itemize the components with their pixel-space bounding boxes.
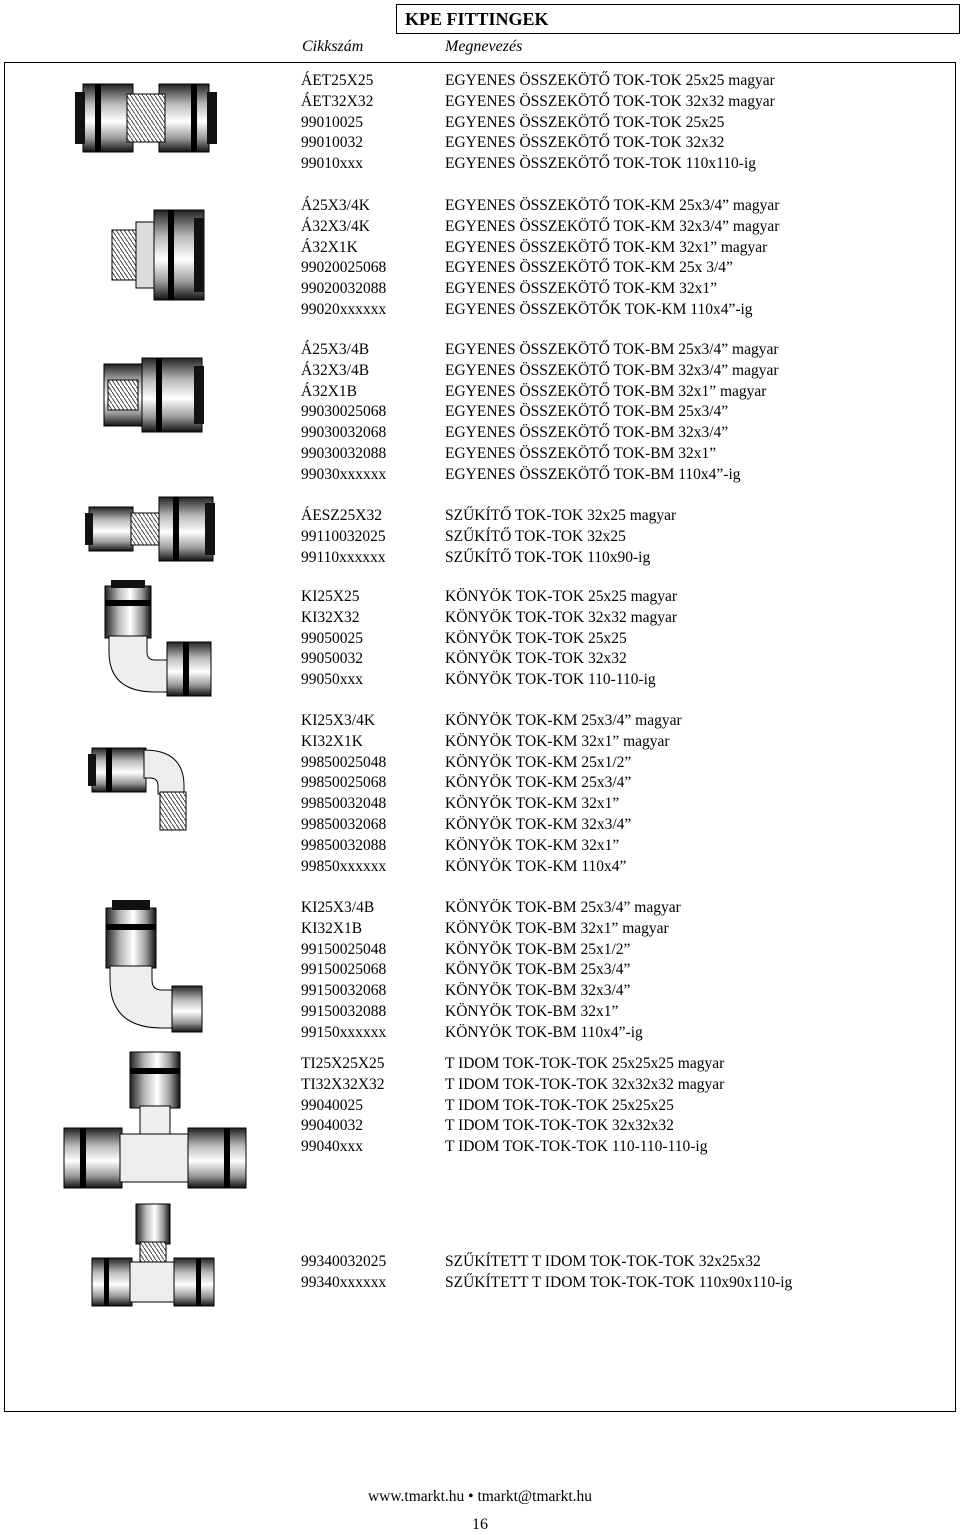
- product-code: 99340xxxxxx: [301, 1273, 387, 1291]
- product-code: 99030xxxxxx: [301, 465, 387, 483]
- product-name: T IDOM TOK-TOK-TOK 32x32x32 magyar: [445, 1075, 725, 1093]
- product-name: KÖNYÖK TOK-TOK 32x32: [445, 650, 627, 668]
- product-name: EGYENES ÖSSZEKÖTŐ TOK-BM 110x4”-ig: [445, 465, 741, 483]
- product-name: SZŰKÍTETT T IDOM TOK-TOK-TOK 32x25x32: [445, 1253, 761, 1270]
- straight-coupler-icon: [75, 72, 217, 164]
- product-name: KÖNYÖK TOK-BM 25x3/4” magyar: [445, 899, 681, 916]
- product-name: EGYENES ÖSSZEKÖTŐ TOK-BM 32x1” magyar: [445, 382, 767, 400]
- product-code: KI25X3/4K: [301, 712, 376, 729]
- product-code: 99850025048: [301, 753, 387, 771]
- product-code: Á25X3/4K: [301, 197, 370, 214]
- product-code: 99030032068: [301, 424, 387, 442]
- product-name: EGYENES ÖSSZEKÖTŐ TOK-KM 32x1”: [445, 280, 717, 298]
- product-code: 99340032025: [301, 1253, 387, 1270]
- product-code: 99050xxx: [301, 671, 363, 689]
- product-name: EGYENES ÖSSZEKÖTŐ TOK-BM 32x1”: [445, 445, 717, 462]
- page-number: 16: [472, 1516, 488, 1533]
- product-name: KÖNYÖK TOK-KM 32x1” magyar: [445, 732, 670, 750]
- male-adapter-icon: [108, 200, 208, 320]
- product-code: 99150025068: [301, 961, 387, 979]
- product-name: EGYENES ÖSSZEKÖTŐ TOK-BM 32x3/4”: [445, 424, 729, 442]
- product-code: KI32X32: [301, 608, 360, 626]
- product-name: KÖNYÖK TOK-KM 25x1/2”: [445, 753, 632, 771]
- product-code: 99010xxx: [301, 155, 363, 173]
- product-name: KÖNYÖK TOK-TOK 25x25: [445, 629, 627, 647]
- product-code: Á25X3/4B: [301, 341, 370, 358]
- product-code: 99850032088: [301, 836, 387, 854]
- product-code: KI25X3/4B: [301, 899, 375, 916]
- product-name: KÖNYÖK TOK-BM 110x4”-ig: [445, 1023, 643, 1041]
- product-code: KI32X1B: [301, 919, 363, 937]
- elbow-male-icon: [88, 728, 208, 838]
- product-code: 99850xxxxxx: [301, 857, 387, 875]
- product-name: EGYENES ÖSSZEKÖTŐ TOK-TOK 32x32: [445, 134, 725, 152]
- product-name: KÖNYÖK TOK-TOK 25x25 magyar: [445, 588, 678, 605]
- product-name: KÖNYÖK TOK-KM 25x3/4” magyar: [445, 712, 682, 729]
- product-name: KÖNYÖK TOK-TOK 32x32 magyar: [445, 608, 678, 626]
- reducer-icon: [85, 493, 217, 565]
- product-name: T IDOM TOK-TOK-TOK 32x32x32: [445, 1117, 674, 1135]
- product-name: EGYENES ÖSSZEKÖTŐ TOK-TOK 25x25: [445, 113, 725, 131]
- product-code: 99150xxxxxx: [301, 1023, 387, 1041]
- product-name: KÖNYÖK TOK-KM 32x3/4”: [445, 816, 632, 833]
- product-code: 99850032068: [301, 816, 387, 833]
- product-name: KÖNYÖK TOK-BM 25x1/2”: [445, 940, 631, 958]
- product-name: EGYENES ÖSSZEKÖTŐ TOK-KM 32x3/4” magyar: [445, 217, 780, 235]
- reducing-tee-icon: [88, 1200, 218, 1312]
- product-name: SZŰKÍTŐ TOK-TOK 110x90-ig: [445, 548, 651, 566]
- product-code: KI25X25: [301, 588, 360, 605]
- product-name: EGYENES ÖSSZEKÖTŐ TOK-TOK 25x25 magyar: [445, 72, 775, 89]
- product-code: Á32X3/4K: [301, 217, 370, 235]
- product-code: 99850032048: [301, 795, 387, 813]
- product-name: KÖNYÖK TOK-BM 32x1” magyar: [445, 919, 669, 937]
- product-name: SZŰKÍTETT T IDOM TOK-TOK-TOK 110x90x110-ig: [445, 1273, 793, 1291]
- product-code: ÁET32X32: [301, 92, 374, 110]
- product-code: 99110032025: [301, 527, 386, 545]
- product-name: KÖNYÖK TOK-KM 32x1”: [445, 836, 620, 854]
- elbow-female-icon: [100, 898, 212, 1038]
- product-code: ÁESZ25X32: [301, 507, 382, 524]
- product-code: KI32X1K: [301, 732, 363, 750]
- product-code: TI32X32X32: [301, 1075, 385, 1093]
- column-header-name: Megnevezés: [445, 38, 523, 55]
- product-name: EGYENES ÖSSZEKÖTŐ TOK-BM 25x3/4” magyar: [445, 341, 779, 358]
- product-code: 99020025068: [301, 259, 387, 277]
- product-code: ÁET25X25: [301, 72, 374, 89]
- product-code: 99020xxxxxx: [301, 301, 387, 318]
- product-name: T IDOM TOK-TOK-TOK 25x25x25: [445, 1096, 674, 1114]
- female-adapter-icon: [100, 350, 210, 440]
- product-name: EGYENES ÖSSZEKÖTŐ TOK-KM 32x1” magyar: [445, 238, 768, 256]
- product-code: 99010025: [301, 113, 363, 131]
- product-name: EGYENES ÖSSZEKÖTŐ TOK-KM 25x3/4” magyar: [445, 197, 780, 214]
- product-code: 99150032088: [301, 1003, 387, 1020]
- product-code: 99850025068: [301, 774, 387, 792]
- product-name: KÖNYÖK TOK-TOK 110-110-ig: [445, 671, 656, 689]
- product-name: EGYENES ÖSSZEKÖTŐ TOK-BM 25x3/4”: [445, 403, 729, 421]
- product-code: 99050032: [301, 650, 363, 668]
- product-name: SZŰKÍTŐ TOK-TOK 32x25: [445, 527, 626, 545]
- product-code: 99010032: [301, 134, 363, 152]
- product-code: 99110xxxxxx: [301, 548, 386, 566]
- product-code: 99030025068: [301, 403, 387, 421]
- product-code: Á32X1K: [301, 238, 358, 256]
- product-name: SZŰKÍTŐ TOK-TOK 32x25 magyar: [445, 507, 677, 524]
- product-name: KÖNYÖK TOK-KM 32x1”: [445, 795, 620, 813]
- product-code: 99150025048: [301, 940, 387, 958]
- product-code: 99020032088: [301, 280, 387, 298]
- product-code: 99050025: [301, 629, 363, 647]
- product-name: KÖNYÖK TOK-BM 25x3/4”: [445, 961, 631, 979]
- product-name: EGYENES ÖSSZEKÖTŐ TOK-KM 25x 3/4”: [445, 259, 733, 277]
- product-name: T IDOM TOK-TOK-TOK 25x25x25 magyar: [445, 1055, 725, 1072]
- product-code: 99030032088: [301, 445, 387, 462]
- tee-icon: [60, 1048, 250, 1198]
- product-name: KÖNYÖK TOK-KM 25x3/4”: [445, 774, 632, 792]
- product-name: EGYENES ÖSSZEKÖTŐK TOK-KM 110x4”-ig: [445, 301, 753, 318]
- product-code: TI25X25X25: [301, 1055, 385, 1072]
- elbow-icon: [95, 580, 215, 700]
- product-code: Á32X3/4B: [301, 361, 370, 379]
- product-name: KÖNYÖK TOK-BM 32x3/4”: [445, 982, 631, 1000]
- product-name: EGYENES ÖSSZEKÖTŐ TOK-BM 32x3/4” magyar: [445, 361, 779, 379]
- product-name: EGYENES ÖSSZEKÖTŐ TOK-TOK 110x110-ig: [445, 155, 756, 173]
- product-code: Á32X1B: [301, 382, 357, 400]
- product-code: 99040032: [301, 1117, 363, 1135]
- page-title: KPE FITTINGEK: [396, 4, 960, 34]
- product-code: 99150032068: [301, 982, 387, 1000]
- footer-contact: www.tmarkt.hu • tmarkt@tmarkt.hu: [367, 1488, 593, 1505]
- product-code: 99040xxx: [301, 1138, 363, 1156]
- product-name: EGYENES ÖSSZEKÖTŐ TOK-TOK 32x32 magyar: [445, 92, 775, 110]
- product-name: T IDOM TOK-TOK-TOK 110-110-110-ig: [445, 1138, 708, 1156]
- column-header-code: Cikkszám: [302, 38, 364, 55]
- product-code: 99040025: [301, 1096, 363, 1114]
- product-name: KÖNYÖK TOK-KM 110x4”: [445, 857, 627, 875]
- product-name: KÖNYÖK TOK-BM 32x1”: [445, 1003, 619, 1020]
